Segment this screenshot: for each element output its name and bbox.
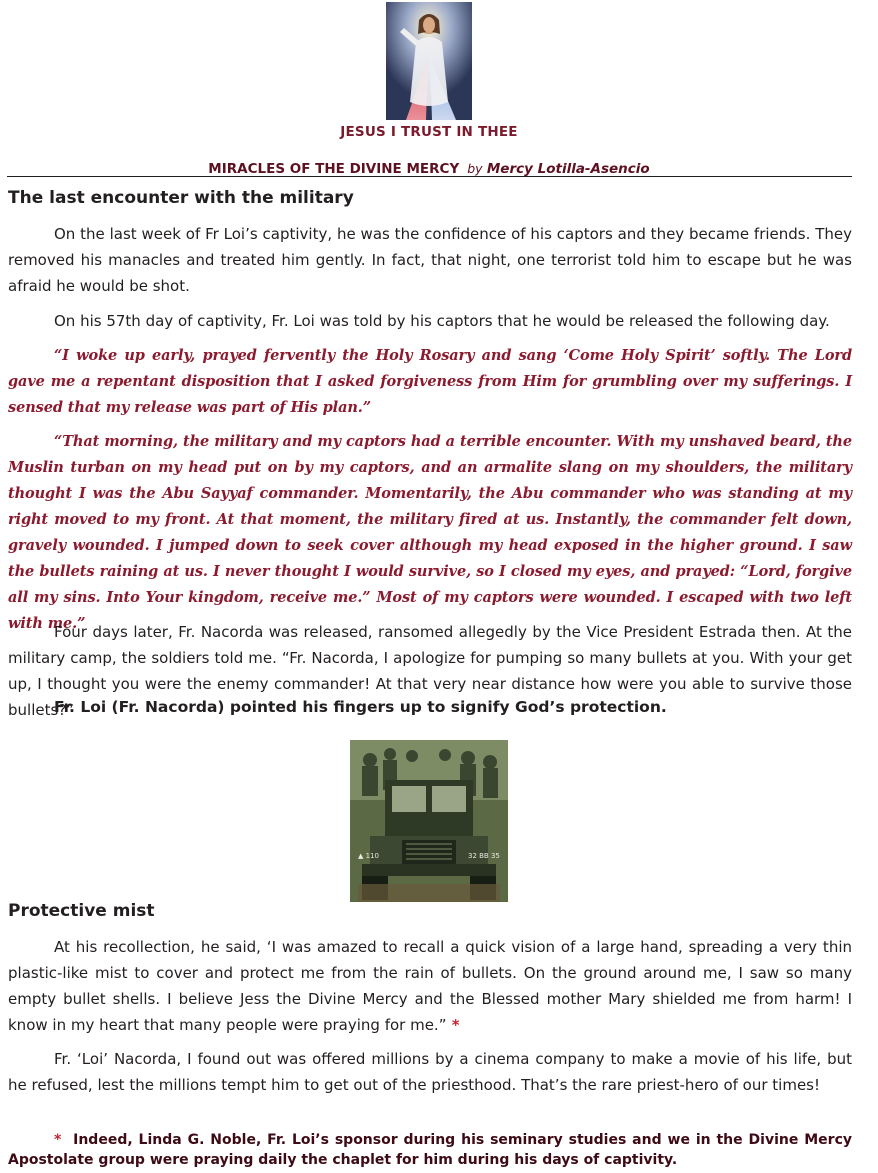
footnote-marker: *	[446, 1016, 460, 1034]
paragraph-text: At his recollection, he said, ‘I was amazed to recall a quick vision of a large hand, spreading a very thin plastic-like mist to cover and protect me from the rain of bullets. On the ground around me, I saw so many empty bullet shells. I believe Jess the Divine Mercy and the Blessed mother Mary shielded me from harm! I know in my heart that many people were praying for me.”	[8, 938, 852, 1034]
section-heading-military: The last encounter with the military	[8, 188, 354, 208]
footnote-star: *	[54, 1132, 62, 1148]
footnote-text: Indeed, Linda G. Noble, Fr. Loi’s sponsor during his seminary studies and we in the Divine Mercy Apostolate group were praying daily the chaplet for him during his days of captivity.	[8, 1132, 852, 1168]
emphasis-line: Fr. Loi (Fr. Nacorda) pointed his fingers up to signify God’s protection.	[54, 698, 667, 716]
truck-plate-left: ▲ 110	[358, 852, 379, 860]
truck-icon	[350, 740, 508, 902]
article-title	[0, 161, 858, 177]
truck-plate-right: 32 BB 35	[468, 852, 500, 860]
quote-paragraph: “I woke up early, prayed fervently the Holy Rosary and sang ‘Come Holy Spirit’ softly. The Lord gave me a repentant disposition that I asked forgiveness from Him for grumbling over my sufferings. I sensed that my release was part of His plan.”	[8, 347, 852, 416]
title-divider	[7, 176, 852, 177]
paragraph	[8, 934, 852, 1038]
section-heading-mist: Protective mist	[8, 901, 155, 921]
jesus-figure-icon	[386, 2, 472, 120]
divine-mercy-image	[386, 2, 472, 120]
tagline: JESUS I TRUST IN THEE	[340, 124, 518, 140]
paragraph: On the last week of Fr Loi’s captivity, he was the confidence of his captors and they became friends. They removed his manacles and treated him gently. In fact, that night, one terrorist told him to escape but he was afraid he would be shot.	[8, 225, 852, 295]
series-title: MIRACLES OF THE DIVINE MERCY	[208, 161, 460, 177]
paragraph: On his 57th day of captivity, Fr. Loi was told by his captors that he would be released the following day.	[54, 312, 830, 330]
military-truck-image	[350, 740, 508, 902]
author-name: Mercy Lotilla-Asencio	[486, 161, 650, 177]
byline-prefix: by	[467, 161, 483, 176]
footnote	[8, 1130, 852, 1170]
paragraph: Four days later, Fr. Nacorda was released, ransomed allegedly by the Vice President Estrada then. At the military camp, the soldiers told me. “Fr. Nacorda, I apologize for pumping so many bullets at you. With your get up, I thought you were the enemy commander! At that very near distance how were you able to survive those bullets?”	[8, 623, 852, 719]
quote-paragraph: “That morning, the military and my captors had a terrible encounter. With my unshaved beard, the Muslin turban on my head put on by my captors, and an armalite slang on my shoulders, the military thought I was the Abu Sayyaf commander. Momentarily, the Abu commander who was standing at my right moved to my front. At that moment, the military fired at us. Instantly, the commander felt down, gravely wounded. I jumped down to seek cover although my head exposed in the higher ground. I saw the bullets raining at us. I never thought I would survive, so I closed my eyes, and prayed: “Lord, forgive all my sins. Into Your kingdom, receive me.” Most of my captors were wounded. I escaped with two left with me.”	[8, 433, 852, 632]
paragraph: Fr. ‘Loi’ Nacorda, I found out was offered millions by a cinema company to make a movie of his life, but he refused, lest the millions tempt him to get out of the priesthood. That’s the rare priest-hero of our times!	[8, 1050, 852, 1094]
